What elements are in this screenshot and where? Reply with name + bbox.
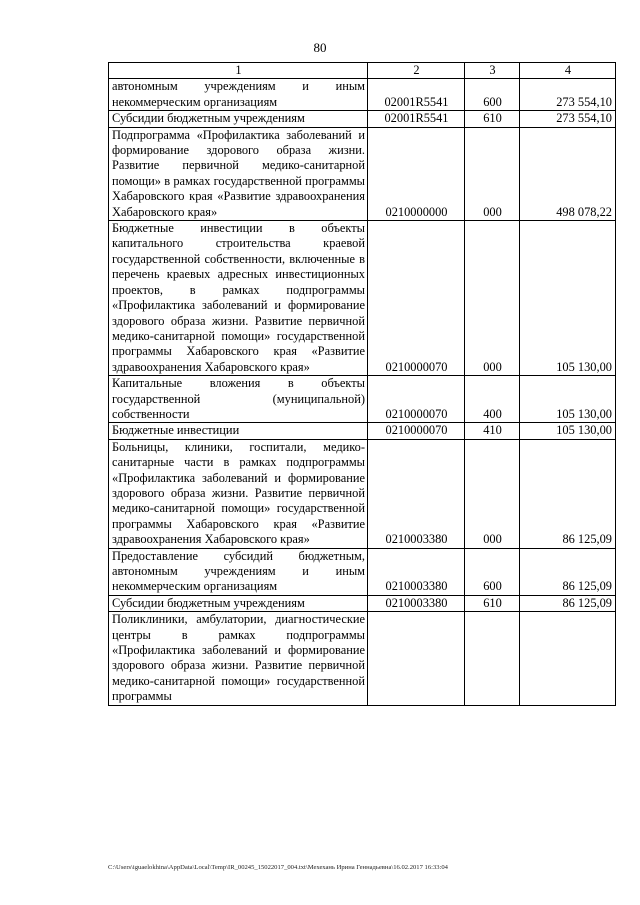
row-target-code: 0210000070 — [368, 221, 465, 376]
row-expense-type: 410 — [465, 423, 520, 439]
header-col-4: 4 — [520, 63, 616, 79]
table-row — [109, 127, 616, 220]
row-expense-type: 000 — [465, 127, 520, 220]
budget-table — [108, 62, 616, 706]
table-row — [109, 111, 616, 127]
row-target-code: 02001R5541 — [368, 79, 465, 111]
table-body — [109, 63, 616, 706]
table-row — [109, 376, 616, 423]
row-description: Предоставление субсидий бюджетным, автономным учреждениям и иным некоммерческим организациям — [109, 548, 368, 595]
row-description: Больницы, клиники, госпитали, медико-санитарные части в рамках подпрограммы «Профилактика заболеваний и формирование здорового образа жизни. Развитие первичной медико-санитарной помощи» государственной программы Хабаровского края «Развитие здравоохранения Хабаровского края» — [109, 439, 368, 548]
file-path-footer: C:\Users\iguaelokhina\AppData\Local\Temp\IR_00245_15022017_004.txt\Мехехань Ирина Геннадьевна\16.02.2017 16:33:04 — [108, 864, 448, 871]
header-col-2: 2 — [368, 63, 465, 79]
row-description: Субсидии бюджетным учреждениям — [109, 595, 368, 611]
row-target-code: 0210003380 — [368, 439, 465, 548]
row-target-code: 0210000070 — [368, 376, 465, 423]
row-expense-type: 000 — [465, 221, 520, 376]
table-row — [109, 612, 616, 705]
row-description: Бюджетные инвестиции — [109, 423, 368, 439]
row-target-code: 0210003380 — [368, 595, 465, 611]
row-amount: 498 078,22 — [520, 127, 616, 220]
header-col-3: 3 — [465, 63, 520, 79]
row-expense-type: 600 — [465, 548, 520, 595]
page-number: 80 — [313, 40, 327, 55]
row-amount: 86 125,09 — [520, 548, 616, 595]
row-amount: 86 125,09 — [520, 439, 616, 548]
row-amount — [520, 612, 616, 705]
row-amount: 105 130,00 — [520, 221, 616, 376]
row-description: Бюджетные инвестиции в объекты капитального строительства краевой государственной собственности, включенные в перечень краевых адресных инвестиционных проектов, в рамках подпрограммы «Профилактика заболеваний и формирование здорового образа жизни. Развитие первичной медико-санитарной помощи» государственной программы Хабаровского края «Развитие здравоохранения Хабаровского края» — [109, 221, 368, 376]
table-row — [109, 221, 616, 376]
table-row — [109, 423, 616, 439]
row-expense-type: 610 — [465, 111, 520, 127]
row-target-code — [368, 612, 465, 705]
row-description: автономным учреждениям и иным некоммерческим организациям — [109, 79, 368, 111]
table-row — [109, 439, 616, 548]
row-target-code: 0210000000 — [368, 127, 465, 220]
table-header-row — [109, 63, 616, 79]
row-amount: 105 130,00 — [520, 376, 616, 423]
row-target-code: 02001R5541 — [368, 111, 465, 127]
table-row — [109, 548, 616, 595]
header-col-1: 1 — [109, 63, 368, 79]
table-row — [109, 79, 616, 111]
row-description: Поликлиники, амбулатории, диагностические центры в рамках подпрограммы «Профилактика заболеваний и формирование здорового образа жизни. Развитие первичной медико-санитарной помощи» государственной программы — [109, 612, 368, 705]
row-amount: 273 554,10 — [520, 111, 616, 127]
row-target-code: 0210003380 — [368, 548, 465, 595]
row-expense-type: 000 — [465, 439, 520, 548]
row-description: Субсидии бюджетным учреждениям — [109, 111, 368, 127]
row-description: Капитальные вложения в объекты государственной (муниципальной) собственности — [109, 376, 368, 423]
row-description: Подпрограмма «Профилактика заболеваний и формирование здорового образа жизни. Развитие первичной медико-санитарной помощи» в рамках государственной программы Хабаровского края «Развитие здравоохранения Хабаровского края» — [109, 127, 368, 220]
row-expense-type: 600 — [465, 79, 520, 111]
row-amount: 105 130,00 — [520, 423, 616, 439]
row-amount: 86 125,09 — [520, 595, 616, 611]
row-expense-type — [465, 612, 520, 705]
row-target-code: 0210000070 — [368, 423, 465, 439]
row-amount: 273 554,10 — [520, 79, 616, 111]
table-row — [109, 595, 616, 611]
row-expense-type: 400 — [465, 376, 520, 423]
row-expense-type: 610 — [465, 595, 520, 611]
